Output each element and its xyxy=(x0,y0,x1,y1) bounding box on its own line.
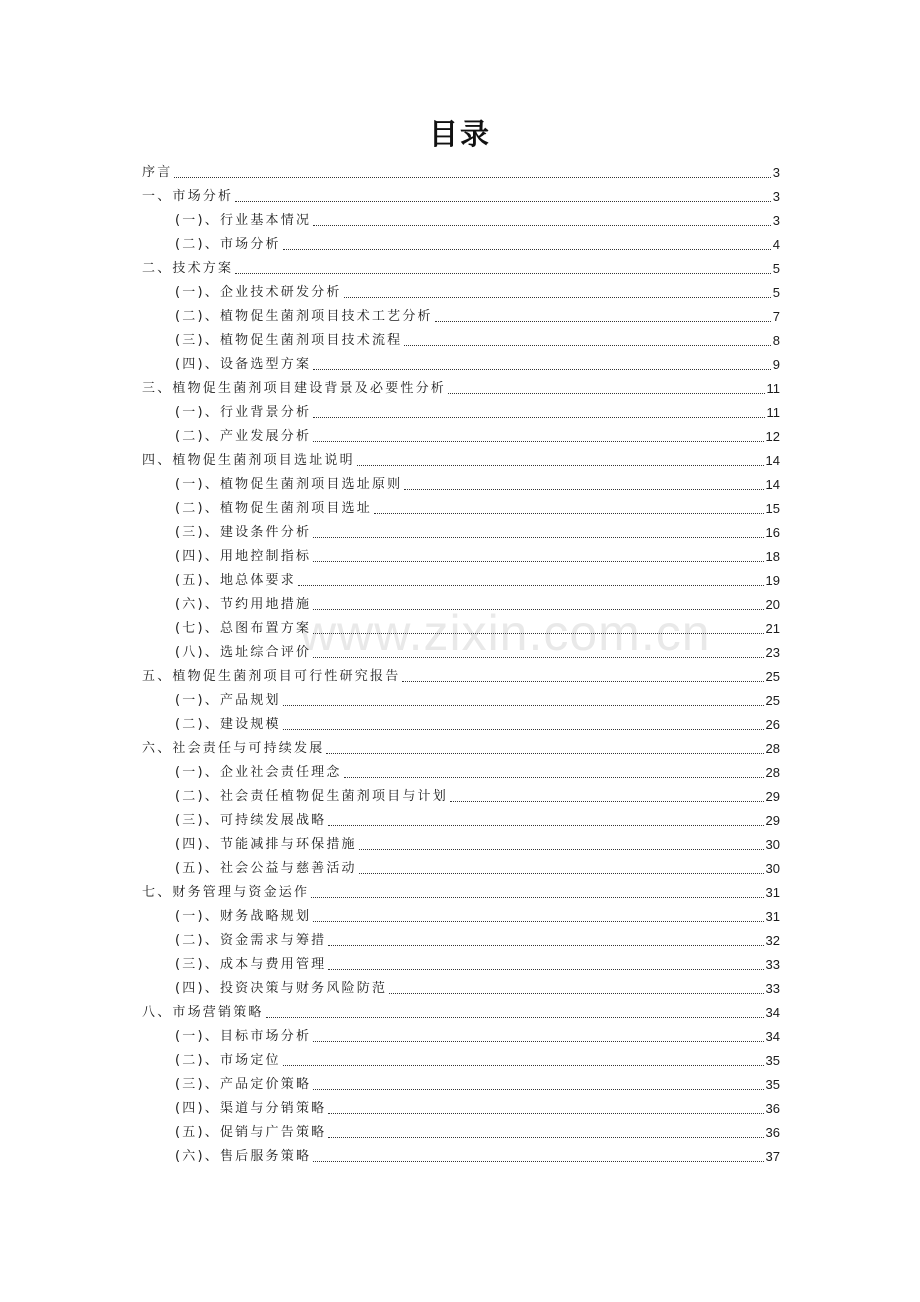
toc-entry[interactable] xyxy=(142,904,780,928)
toc-entry[interactable] xyxy=(142,328,780,352)
toc-entry[interactable] xyxy=(142,928,780,952)
toc-entry[interactable] xyxy=(142,640,780,664)
toc-dot-leader xyxy=(266,1017,764,1018)
toc-entry-page-number: 3 xyxy=(772,213,780,228)
toc-entry-page-number: 37 xyxy=(765,1149,780,1164)
toc-entry-page-number: 15 xyxy=(765,501,780,516)
toc-entry[interactable] xyxy=(142,1144,780,1168)
toc-dot-leader xyxy=(313,633,763,634)
toc-entry[interactable] xyxy=(142,304,780,328)
toc-dot-leader xyxy=(313,417,764,418)
toc-entry[interactable] xyxy=(142,760,780,784)
toc-entry-text: (一)、企业技术研发分析 xyxy=(175,285,342,300)
toc-entry-text: (七)、总图布置方案 xyxy=(175,621,312,636)
toc-entry-page-number: 20 xyxy=(765,597,780,612)
toc-entry-text: (一)、财务战略规划 xyxy=(175,909,312,924)
toc-dot-leader xyxy=(435,321,771,322)
toc-entry[interactable] xyxy=(142,616,780,640)
toc-entry-page-number: 3 xyxy=(772,189,780,204)
toc-entry-page-number: 5 xyxy=(772,261,780,276)
toc-dot-leader xyxy=(328,969,763,970)
toc-entry[interactable] xyxy=(142,952,780,976)
toc-list xyxy=(142,160,780,1168)
toc-entry-text: (四)、节能减排与环保措施 xyxy=(175,837,357,852)
toc-dot-leader xyxy=(313,441,763,442)
toc-entry-text: 三、植物促生菌剂项目建设背景及必要性分析 xyxy=(142,381,447,396)
toc-dot-leader xyxy=(313,1089,763,1090)
toc-entry-text: (五)、促销与广告策略 xyxy=(175,1125,327,1140)
toc-entry-text: (三)、产品定价策略 xyxy=(175,1077,312,1092)
toc-entry-text: 七、财务管理与资金运作 xyxy=(142,885,310,900)
toc-entry-page-number: 14 xyxy=(765,477,780,492)
toc-dot-leader xyxy=(283,729,764,730)
toc-entry[interactable] xyxy=(142,832,780,856)
toc-entry-text: (二)、植物促生菌剂项目技术工艺分析 xyxy=(175,309,433,324)
toc-entry[interactable] xyxy=(142,448,780,472)
toc-entry-page-number: 23 xyxy=(765,645,780,660)
toc-entry-page-number: 26 xyxy=(765,717,780,732)
toc-dot-leader xyxy=(235,201,771,202)
toc-title: 目录 xyxy=(428,117,491,151)
toc-dot-leader xyxy=(404,345,770,346)
toc-entry-text: 序言 xyxy=(142,165,173,180)
toc-entry-text: (二)、市场分析 xyxy=(175,237,281,252)
toc-entry-page-number: 35 xyxy=(765,1077,780,1092)
toc-entry-page-number: 3 xyxy=(772,165,780,180)
toc-entry-text: 八、市场营销策略 xyxy=(142,1005,264,1020)
toc-entry[interactable] xyxy=(142,736,780,760)
toc-entry-page-number: 14 xyxy=(765,453,780,468)
toc-entry-text: (六)、节约用地措施 xyxy=(175,597,312,612)
toc-entry-text: (一)、目标市场分析 xyxy=(175,1029,312,1044)
toc-entry-text: (三)、植物促生菌剂项目技术流程 xyxy=(175,333,403,348)
toc-entry-text: (二)、社会责任植物促生菌剂项目与计划 xyxy=(175,789,448,804)
toc-entry[interactable] xyxy=(142,664,780,688)
toc-dot-leader xyxy=(389,993,763,994)
toc-entry-page-number: 16 xyxy=(765,525,780,540)
toc-entry-page-number: 11 xyxy=(766,405,780,420)
toc-entry[interactable] xyxy=(142,232,780,256)
toc-entry-page-number: 34 xyxy=(765,1029,780,1044)
toc-dot-leader xyxy=(313,537,763,538)
toc-entry-page-number: 28 xyxy=(765,741,780,756)
toc-dot-leader xyxy=(174,177,770,178)
toc-entry-text: 五、植物促生菌剂项目可行性研究报告 xyxy=(142,669,401,684)
toc-entry[interactable] xyxy=(142,352,780,376)
toc-entry[interactable] xyxy=(142,592,780,616)
toc-entry-text: (一)、植物促生菌剂项目选址原则 xyxy=(175,477,403,492)
toc-dot-leader xyxy=(313,921,763,922)
toc-dot-leader xyxy=(328,1137,763,1138)
toc-entry-text: (二)、市场定位 xyxy=(175,1053,281,1068)
toc-entry[interactable] xyxy=(142,400,780,424)
toc-entry-page-number: 25 xyxy=(765,693,780,708)
toc-dot-leader xyxy=(402,681,763,682)
toc-entry-page-number: 7 xyxy=(772,309,780,324)
toc-entry-text: (三)、建设条件分析 xyxy=(175,525,312,540)
toc-entry-page-number: 29 xyxy=(765,813,780,828)
toc-entry[interactable] xyxy=(142,472,780,496)
toc-entry[interactable] xyxy=(142,1072,780,1096)
toc-entry[interactable] xyxy=(142,184,780,208)
toc-entry[interactable] xyxy=(142,544,780,568)
toc-dot-leader xyxy=(344,297,771,298)
toc-dot-leader xyxy=(313,369,771,370)
toc-entry-text: (四)、设备选型方案 xyxy=(175,357,312,372)
toc-entry[interactable] xyxy=(142,1024,780,1048)
toc-entry[interactable] xyxy=(142,568,780,592)
toc-dot-leader xyxy=(344,777,764,778)
toc-entry-text: (二)、植物促生菌剂项目选址 xyxy=(175,501,372,516)
watermark: www.zixin.com.cn xyxy=(300,605,711,661)
toc-entry-text: (二)、建设规模 xyxy=(175,717,281,732)
toc-entry-text: (三)、成本与费用管理 xyxy=(175,957,327,972)
toc-entry[interactable] xyxy=(142,880,780,904)
toc-entry[interactable] xyxy=(142,280,780,304)
toc-dot-leader xyxy=(313,609,763,610)
toc-dot-leader xyxy=(359,849,764,850)
toc-entry[interactable] xyxy=(142,1048,780,1072)
toc-dot-leader xyxy=(313,225,771,226)
toc-entry-page-number: 33 xyxy=(765,981,780,996)
toc-dot-leader xyxy=(283,249,771,250)
toc-dot-leader xyxy=(328,825,763,826)
toc-entry-page-number: 29 xyxy=(765,789,780,804)
toc-dot-leader xyxy=(235,273,771,274)
toc-entry-page-number: 11 xyxy=(766,381,780,396)
toc-dot-leader xyxy=(313,1041,763,1042)
toc-entry-text: 四、植物促生菌剂项目选址说明 xyxy=(142,453,355,468)
toc-dot-leader xyxy=(374,513,764,514)
toc-entry-text: (一)、行业背景分析 xyxy=(175,405,312,420)
toc-entry-page-number: 30 xyxy=(765,861,780,876)
toc-entry-page-number: 12 xyxy=(765,429,780,444)
toc-entry-page-number: 33 xyxy=(765,957,780,972)
toc-entry-page-number: 28 xyxy=(765,765,780,780)
toc-entry[interactable] xyxy=(142,496,780,520)
toc-entry[interactable] xyxy=(142,1000,780,1024)
toc-entry-page-number: 9 xyxy=(772,357,780,372)
toc-dot-leader xyxy=(311,897,763,898)
toc-entry[interactable] xyxy=(142,424,780,448)
toc-entry-page-number: 19 xyxy=(765,573,780,588)
toc-entry-page-number: 36 xyxy=(765,1101,780,1116)
toc-entry[interactable] xyxy=(142,808,780,832)
toc-entry-text: (四)、渠道与分销策略 xyxy=(175,1101,327,1116)
toc-entry[interactable] xyxy=(142,688,780,712)
toc-dot-leader xyxy=(359,873,764,874)
toc-entry-text: (一)、产品规划 xyxy=(175,693,281,708)
toc-entry-page-number: 35 xyxy=(765,1053,780,1068)
toc-dot-leader xyxy=(283,705,764,706)
toc-entry[interactable] xyxy=(142,1096,780,1120)
toc-entry-text: (二)、产业发展分析 xyxy=(175,429,312,444)
toc-entry[interactable] xyxy=(142,256,780,280)
toc-entry-text: (五)、社会公益与慈善活动 xyxy=(175,861,357,876)
toc-dot-leader xyxy=(328,1113,763,1114)
toc-entry[interactable] xyxy=(142,784,780,808)
toc-entry-text: (八)、选址综合评价 xyxy=(175,645,312,660)
toc-entry-page-number: 4 xyxy=(772,237,780,252)
toc-entry[interactable] xyxy=(142,712,780,736)
toc-entry-text: (六)、售后服务策略 xyxy=(175,1149,312,1164)
toc-entry-page-number: 8 xyxy=(772,333,780,348)
toc-entry[interactable] xyxy=(142,376,780,400)
toc-entry-page-number: 32 xyxy=(765,933,780,948)
toc-entry-page-number: 36 xyxy=(765,1125,780,1140)
toc-entry[interactable] xyxy=(142,520,780,544)
toc-entry-text: (四)、用地控制指标 xyxy=(175,549,312,564)
toc-entry[interactable] xyxy=(142,976,780,1000)
toc-entry-text: (二)、资金需求与筹措 xyxy=(175,933,327,948)
toc-entry-text: (五)、地总体要求 xyxy=(175,573,296,588)
toc-entry-text: 二、技术方案 xyxy=(142,261,234,276)
toc-dot-leader xyxy=(448,393,764,394)
toc-entry-page-number: 31 xyxy=(765,885,780,900)
toc-entry-text: 六、社会责任与可持续发展 xyxy=(142,741,325,756)
toc-entry-page-number: 5 xyxy=(772,285,780,300)
toc-dot-leader xyxy=(326,753,763,754)
toc-dot-leader xyxy=(328,945,763,946)
toc-entry-text: (一)、企业社会责任理念 xyxy=(175,765,342,780)
toc-dot-leader xyxy=(313,1161,763,1162)
toc-entry-page-number: 18 xyxy=(765,549,780,564)
toc-entry[interactable] xyxy=(142,208,780,232)
toc-entry-page-number: 25 xyxy=(765,669,780,684)
toc-entry[interactable] xyxy=(142,160,780,184)
toc-dot-leader xyxy=(450,801,764,802)
toc-dot-leader xyxy=(357,465,764,466)
toc-entry-text: (四)、投资决策与财务风险防范 xyxy=(175,981,388,996)
toc-entry-text: (一)、行业基本情况 xyxy=(175,213,312,228)
toc-entry[interactable] xyxy=(142,1120,780,1144)
toc-dot-leader xyxy=(283,1065,764,1066)
toc-dot-leader xyxy=(313,561,763,562)
toc-entry-page-number: 34 xyxy=(765,1005,780,1020)
toc-dot-leader xyxy=(313,657,763,658)
toc-entry-text: (三)、可持续发展战略 xyxy=(175,813,327,828)
toc-dot-leader xyxy=(298,585,764,586)
toc-entry-page-number: 30 xyxy=(765,837,780,852)
toc-entry-page-number: 21 xyxy=(765,621,780,636)
toc-dot-leader xyxy=(404,489,763,490)
toc-entry-text: 一、市场分析 xyxy=(142,189,234,204)
toc-entry-page-number: 31 xyxy=(765,909,780,924)
toc-entry[interactable] xyxy=(142,856,780,880)
